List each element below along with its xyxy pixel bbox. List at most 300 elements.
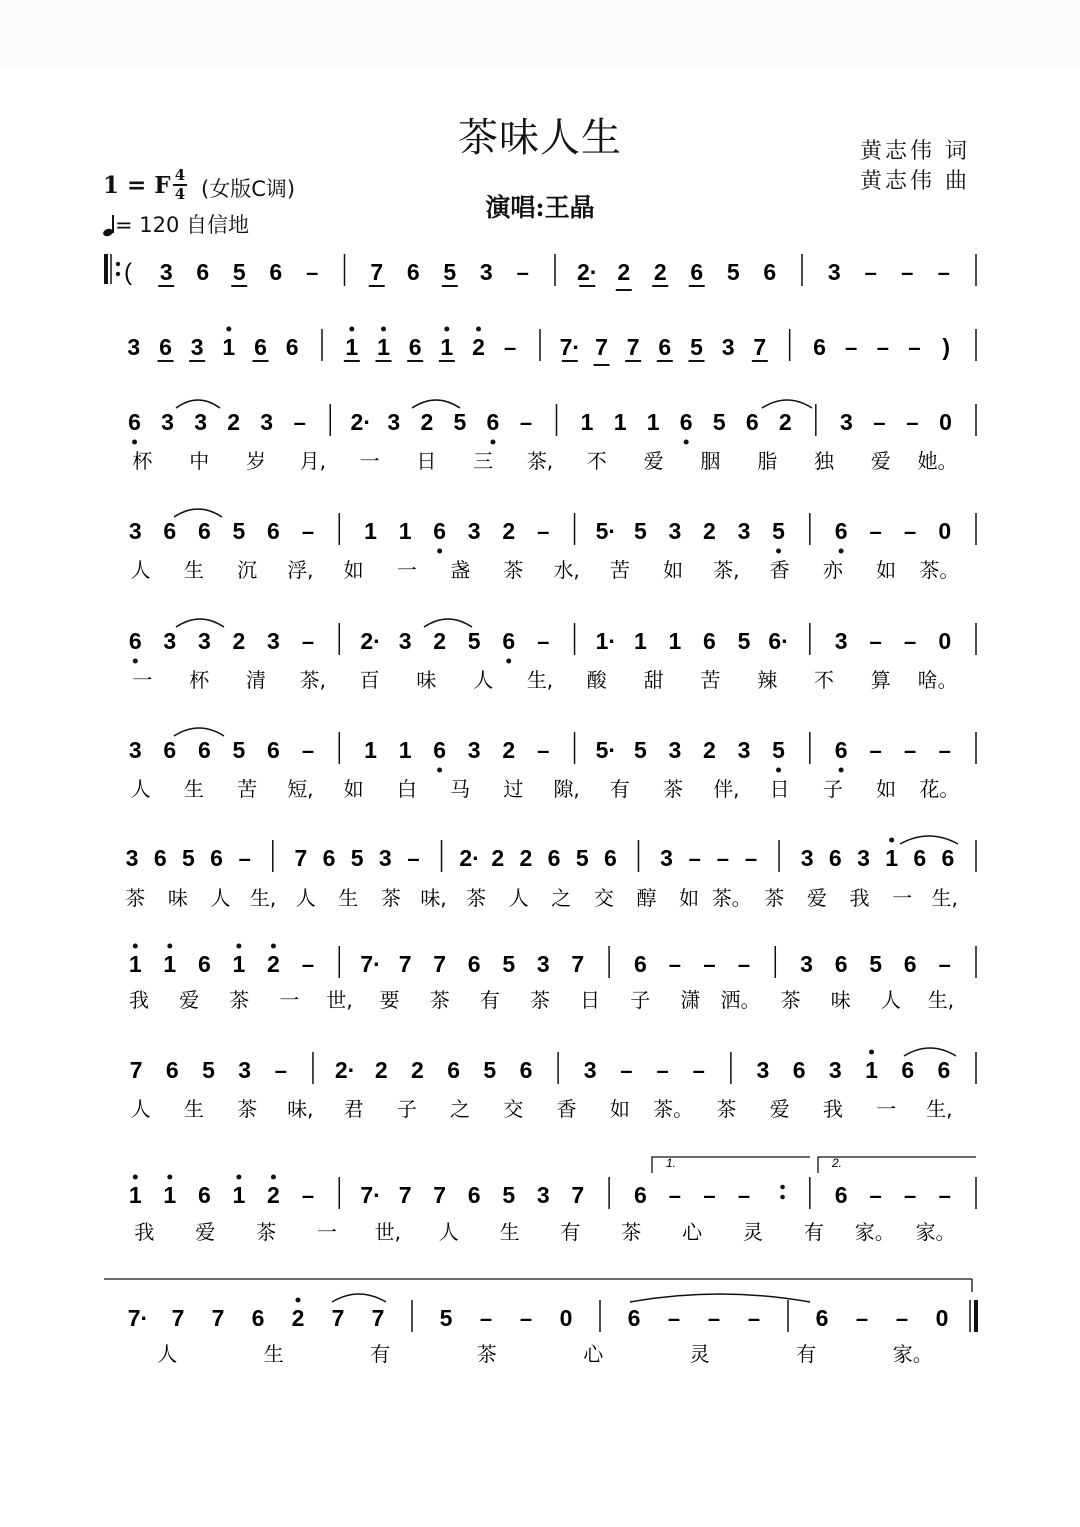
time-sig-bottom: 4 (174, 185, 186, 203)
note: 3 (467, 518, 481, 544)
dash-mark: – (703, 1183, 716, 1208)
high-octave-dot (869, 1050, 874, 1055)
lyric-char: 香 (556, 1097, 577, 1121)
note: 7 (571, 1182, 585, 1208)
low-octave-dot (437, 549, 442, 554)
note: 2 (617, 259, 631, 285)
note: 3 (398, 628, 412, 654)
lyric-char: 世, (326, 988, 353, 1012)
dash-mark: – (716, 846, 729, 871)
note: 7 (398, 1182, 412, 1208)
note: 2 (227, 409, 241, 435)
lyric-char: 洒。 (720, 988, 761, 1012)
low-octave-dot (839, 768, 844, 773)
note: 2 (472, 334, 485, 360)
note: 2 (778, 409, 792, 435)
slur (332, 1294, 386, 1302)
repeat-dot (116, 262, 120, 266)
lyric-char: 味 (167, 886, 188, 910)
note: 0 (938, 518, 952, 544)
note: 3 (668, 737, 682, 763)
note: 5 (633, 737, 647, 763)
time-sig-top: 4 (174, 166, 186, 184)
lyric-char: 胭 (700, 449, 721, 473)
high-octave-dot (296, 1298, 301, 1303)
note: 6· (768, 628, 789, 654)
lyric-char: 茶 (530, 988, 550, 1012)
note: 3 (467, 737, 481, 763)
note: 3 (238, 1057, 252, 1083)
dash-mark: – (904, 629, 917, 654)
dash-mark: – (703, 952, 716, 977)
key-label: 1 = F (103, 172, 171, 199)
lyric-char: 短, (287, 777, 314, 801)
lyric-char: 白 (396, 777, 417, 801)
tempo-value: = 120 (115, 213, 180, 237)
lyric-char: 我 (849, 886, 870, 910)
note: 6 (603, 845, 617, 871)
lyric-char: 生, (249, 886, 277, 910)
note: 6 (828, 845, 842, 871)
lyric-char: 茶 (621, 1220, 642, 1244)
dash-mark: – (301, 1183, 315, 1208)
note: 2 (420, 409, 434, 435)
high-octave-dot (271, 1175, 276, 1180)
note: 6 (197, 951, 211, 977)
lyric-char: 茶 (125, 886, 146, 910)
note: 3 (668, 518, 682, 544)
lyric-char: 心 (583, 1342, 604, 1366)
dash-mark: – (537, 629, 550, 654)
lyric-char: 茶 (764, 886, 785, 910)
lyric-char: 不 (586, 449, 607, 473)
lyric-char: 味, (287, 1097, 314, 1121)
note: 7 (331, 1305, 345, 1331)
lyric-char: 一 (359, 449, 380, 473)
note: 5 (232, 737, 246, 763)
note: 6 (163, 737, 177, 763)
note: 7 (398, 951, 412, 977)
note: 1 (232, 951, 246, 977)
lyric-char: 甜 (643, 668, 664, 692)
lyric-char: 茶 (663, 777, 684, 801)
lyric-char: 茶, (526, 449, 554, 473)
note: 1 (398, 518, 412, 544)
dash-mark: – (620, 1058, 633, 1083)
note: 6 (703, 628, 716, 654)
note: 1 (885, 845, 899, 871)
tempo-description: 自信地 (186, 213, 250, 237)
lyric-char: 日 (769, 777, 790, 801)
lyric-char: 隙, (553, 777, 580, 801)
dash-mark: – (667, 1306, 681, 1331)
dash-mark: – (519, 1306, 533, 1331)
lyric-char: 有 (370, 1342, 391, 1366)
lyric-char: 中 (189, 449, 210, 473)
dash-mark: – (668, 1183, 682, 1208)
note: 6 (834, 518, 848, 544)
note: 6 (937, 1057, 951, 1083)
lyric-char: 心 (682, 1220, 703, 1244)
note: 6 (834, 1182, 848, 1208)
note: 2 (433, 628, 447, 654)
lyric-char: 茶。 (711, 886, 752, 910)
note: 6 (447, 1057, 461, 1083)
note: 6 (745, 409, 759, 435)
dash-mark: – (869, 1183, 882, 1208)
dash-mark: – (845, 335, 858, 360)
lyric-char: 盏 (450, 558, 471, 582)
lyric-char: 一 (132, 668, 153, 692)
note: 3 (737, 518, 751, 544)
note: 6 (128, 409, 141, 435)
lyric-char: 茶 (256, 1220, 277, 1244)
lyric-char: 杯 (189, 668, 210, 692)
note: 3 (800, 845, 814, 871)
note: 6 (269, 259, 283, 285)
lyric-char: 辣 (757, 668, 778, 692)
lyric-char: 子 (822, 777, 843, 801)
slur (174, 509, 222, 517)
lyric-char: 茶 (780, 988, 801, 1012)
low-octave-dot (490, 440, 495, 445)
note: 6 (267, 737, 280, 763)
note: 3 (128, 518, 142, 544)
note: 7 (370, 259, 384, 285)
note: 7 (433, 951, 447, 977)
note: 6 (267, 518, 280, 544)
lyric-char: 生 (183, 558, 204, 582)
note: 3 (159, 259, 173, 285)
note: 5 (502, 951, 516, 977)
lyric-char: 人 (880, 988, 901, 1012)
note: 2· (350, 409, 372, 435)
note: 3 (536, 1182, 550, 1208)
note: 3 (197, 628, 211, 654)
lyric-char: 人 (130, 777, 151, 801)
slur (900, 836, 958, 844)
dash-mark: – (688, 846, 701, 871)
lyric-char: 家。 (892, 1342, 933, 1366)
lyric-char: 生 (338, 886, 359, 910)
lyric-char: 灵 (689, 1342, 710, 1366)
low-octave-dot (684, 440, 689, 445)
high-octave-dot (167, 944, 172, 949)
dash-mark: – (895, 1306, 909, 1331)
lyric-char: 之 (450, 1097, 471, 1121)
dash-mark: – (906, 410, 919, 435)
lyric-char: 不 (814, 668, 834, 692)
lyric-char: 一 (396, 558, 417, 582)
low-octave-dot (776, 549, 781, 554)
low-octave-dot (132, 440, 137, 445)
low-octave-dot (776, 768, 781, 773)
lyric-char: 生 (263, 1342, 284, 1366)
note: 5 (726, 259, 740, 285)
note: 5 (690, 334, 703, 360)
lyric-char: 潇 (680, 988, 701, 1012)
dash-mark: – (938, 738, 951, 763)
volta-label-2: 2. (832, 1156, 843, 1170)
note: 0 (559, 1305, 573, 1331)
lyric-char: 她。 (917, 449, 958, 473)
note: 5 (439, 1305, 453, 1331)
lyric-char: 味, (420, 886, 447, 910)
note: 5 (633, 518, 647, 544)
slur (904, 1048, 956, 1056)
dash-mark: – (737, 1183, 751, 1208)
repeat-dot (780, 1185, 785, 1190)
high-octave-dot (133, 1175, 138, 1180)
slur (762, 400, 812, 408)
note: 2 (291, 1305, 305, 1331)
note: 5 (232, 518, 246, 544)
lyric-char: 一 (317, 1220, 337, 1244)
note: 1 (646, 409, 660, 435)
note: 5 (483, 1057, 497, 1083)
note: 2· (577, 259, 598, 285)
note: 1 (128, 951, 142, 977)
lyric-char: 生, (927, 988, 955, 1012)
note: 6 (159, 334, 172, 360)
lyric-char: 香 (769, 558, 790, 582)
dash-mark: – (908, 335, 921, 360)
repeat-dot (780, 1195, 785, 1200)
lyric-char: 子 (396, 1097, 417, 1121)
note: 5 (737, 628, 751, 654)
lyric-char: 水, (553, 558, 580, 582)
note: 6 (901, 1057, 915, 1083)
note: 7 (171, 1305, 185, 1331)
lyric-char: 爱 (195, 1220, 216, 1244)
lyric-char: 生 (183, 777, 204, 801)
lyric-char: 茶 (503, 558, 524, 582)
note: 6 (197, 1182, 211, 1208)
dash-mark: – (938, 1183, 951, 1208)
note: 1 (345, 334, 359, 360)
note: 5 (869, 951, 883, 977)
dash-mark: – (293, 410, 306, 435)
lyric-char: 独 (814, 449, 834, 473)
lyric-char: 人 (438, 1220, 459, 1244)
dash-mark: – (869, 738, 882, 763)
note: 6 (128, 628, 142, 654)
note: 0 (939, 409, 952, 435)
lyric-char: 日 (580, 988, 601, 1012)
dash-mark: – (306, 260, 319, 285)
note: 3 (125, 845, 139, 871)
dash-mark: – (707, 1306, 721, 1331)
lyric-char: 如 (343, 558, 364, 582)
note: 7 (626, 334, 640, 360)
note: 3 (194, 409, 208, 435)
note: 3 (479, 259, 493, 285)
lyric-char: 交 (503, 1097, 524, 1121)
note: 7 (294, 845, 308, 871)
lyric-char: 灵 (743, 1220, 763, 1244)
note: 1 (232, 1182, 246, 1208)
lyric-char: 马 (450, 777, 471, 801)
note: 6 (763, 259, 777, 285)
dash-mark: – (668, 952, 682, 977)
note: 6 (197, 737, 211, 763)
slur (176, 619, 224, 627)
lyric-char: 人 (295, 886, 316, 910)
lyric-char: 茶, (299, 668, 326, 692)
note: 1 (440, 334, 454, 360)
slur (424, 619, 472, 627)
note: 2 (703, 518, 716, 544)
note: 5 (772, 518, 785, 544)
lyric-char: 茶 (466, 886, 487, 910)
lyric-char: 爱 (643, 449, 664, 473)
note: 3 (161, 409, 174, 435)
note: 3 (756, 1057, 770, 1083)
note: 6 (197, 518, 211, 544)
note: 5 (350, 845, 364, 871)
note: 6 (285, 334, 299, 360)
high-octave-dot (236, 1175, 241, 1180)
note: 7 (753, 334, 767, 360)
dash-mark: – (692, 1058, 705, 1083)
dash-mark: – (904, 1183, 917, 1208)
lyric-char: 苦 (700, 668, 721, 692)
note: 3 (387, 409, 401, 435)
lyric-char: 月, (299, 449, 326, 473)
note: 0 (938, 628, 952, 654)
note: 1 (633, 628, 647, 654)
note: 5 (467, 628, 481, 654)
lyric-char: 如 (343, 777, 364, 801)
note: 6 (486, 409, 500, 435)
note: 6 (165, 1057, 179, 1083)
lyric-char: 算 (870, 668, 891, 692)
lyric-char: 如 (679, 886, 700, 910)
note: 1 (377, 334, 390, 360)
dash-mark: – (904, 519, 917, 544)
lyric-char: 浮, (287, 558, 314, 582)
note: 6 (406, 259, 420, 285)
note: 7 (129, 1057, 143, 1083)
lyric-char: 茶。 (919, 558, 960, 582)
dash-mark: – (864, 260, 877, 285)
note: 2 (267, 951, 280, 977)
note: 3 (127, 334, 141, 360)
lyric-char: 家。 (854, 1220, 895, 1244)
lyric-char: 苦 (609, 558, 630, 582)
lyric-char: 有 (479, 988, 500, 1012)
note: 1 (163, 1182, 177, 1208)
note: 3 (828, 1057, 842, 1083)
note: 2 (232, 628, 246, 654)
note: 6 (467, 1182, 481, 1208)
note: 5 (453, 409, 467, 435)
low-octave-dot (839, 549, 844, 554)
dash-mark: – (519, 410, 533, 435)
note: 5 (181, 845, 195, 871)
note: 6 (834, 951, 848, 977)
note: 6 (903, 951, 917, 977)
note: 3 (827, 259, 841, 285)
note: 6 (210, 845, 223, 871)
dash-mark: – (869, 519, 882, 544)
lyric-char: 有 (796, 1342, 817, 1366)
note: 6 (792, 1057, 806, 1083)
note: 7 (433, 1182, 447, 1208)
note: 3 (660, 845, 673, 871)
dash-mark: – (537, 519, 550, 544)
lyric-char: 生 (183, 1097, 204, 1121)
note: 1 (222, 334, 236, 360)
note: 3 (839, 409, 853, 435)
dash-mark: – (516, 260, 529, 285)
lyric-char: 人 (157, 1342, 178, 1366)
dash-mark: – (301, 629, 315, 654)
note: 1 (668, 628, 682, 654)
note: 5 (202, 1057, 215, 1083)
note: 3 (128, 737, 142, 763)
note: 6 (913, 845, 927, 871)
open-paren: ( (124, 259, 132, 286)
note: 6 (502, 628, 516, 654)
volta-label-1: 1. (666, 1156, 677, 1170)
lyric-char: 茶 (237, 1097, 258, 1121)
note: 7· (360, 951, 381, 977)
high-octave-dot (133, 944, 138, 949)
lyric-char: 君 (343, 1097, 364, 1121)
note: 6 (408, 334, 422, 360)
note: 3 (857, 845, 870, 871)
lyric-char: 三 (473, 449, 494, 473)
note: 3 (260, 409, 274, 435)
note: 3 (190, 334, 204, 360)
song-title: 茶味人生 (458, 115, 622, 161)
note: 1· (595, 628, 617, 654)
lyric-char: 人 (508, 886, 529, 910)
dash-mark: – (407, 846, 420, 871)
low-octave-dot (133, 659, 138, 664)
repeat-dot (116, 272, 120, 276)
dash-mark: – (238, 846, 251, 871)
note: 2· (334, 1057, 356, 1083)
lyric-char: 交 (593, 886, 614, 910)
note: 2 (519, 845, 533, 871)
note: 3 (583, 1057, 597, 1083)
lyric-char: 有 (803, 1220, 824, 1244)
lyric-char: 茶 (429, 988, 450, 1012)
note: 5· (595, 518, 617, 544)
slur (630, 1294, 810, 1302)
note: 2 (502, 737, 516, 763)
note: 7· (559, 334, 581, 360)
high-octave-dot (889, 838, 894, 843)
dash-mark: – (876, 335, 889, 360)
note: 6 (163, 518, 177, 544)
lyric-char: 茶 (380, 886, 401, 910)
note: 2 (491, 845, 505, 871)
note: 1 (364, 518, 377, 544)
note: 2 (411, 1057, 424, 1083)
lyric-char: 醇 (636, 886, 657, 910)
note: 6 (153, 845, 167, 871)
close-paren: ) (942, 334, 951, 360)
lyric-char: 茶。 (653, 1097, 694, 1121)
lyric-char: 如 (876, 777, 897, 801)
singer-credit: 演唱:王晶 (485, 193, 595, 222)
lyric-char: 之 (551, 886, 572, 910)
dash-mark: – (656, 1058, 669, 1083)
high-octave-dot (167, 1175, 172, 1180)
